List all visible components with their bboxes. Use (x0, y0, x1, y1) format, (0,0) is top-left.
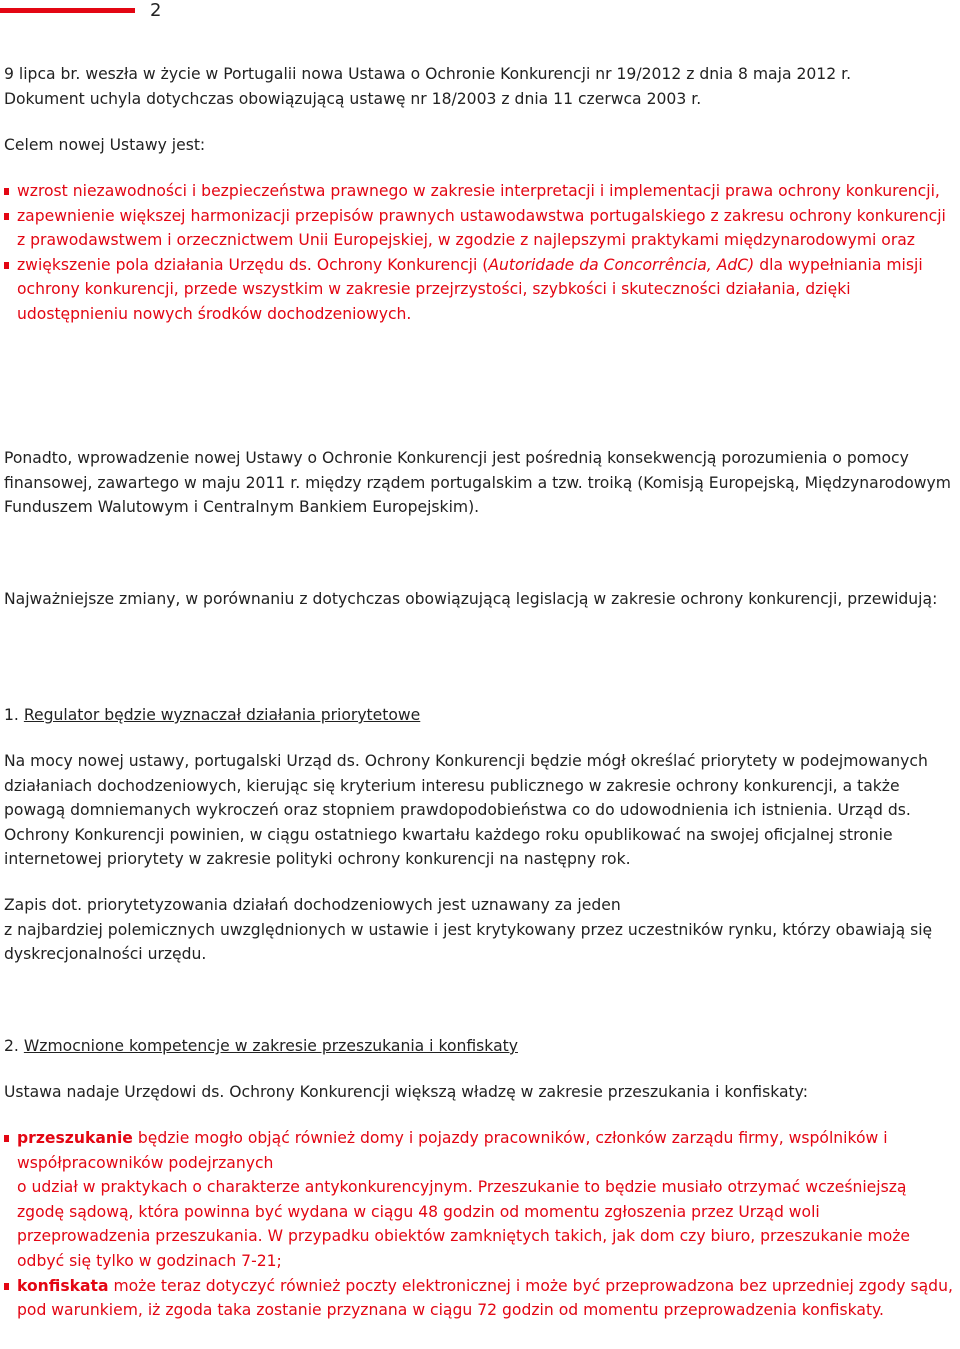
paragraph-line-1: Zapis dot. priorytetyzowania działań dochodzeniowych jest uznawany za jeden (4, 896, 621, 914)
goal-text: wzrost niezawodności i bezpieczeństwa prawnego w zakresie interpretacji i implementacji prawa ochrony konkurencji, (17, 182, 940, 200)
section-1-paragraph-1: Na mocy nowej ustawy, portugalski Urząd ds. Ochrony Konkurencji będzie mógł określać priorytety w podejmowanych działaniach dochodzeniowych, kierując się kryterium interesu publicznego w zakresie ochrony konkurencji, a także powagą domniemanych wykroczeń oraz stopniem prawdopodobieństwa co do udowodnienia ich istnienia. Urząd ds. Ochrony Konkurencji powinien, w ciągu ostatniego kwartału każdego roku opublikować na swojej oficjalnej stronie internetowej priorytety w zakresie polityki ochrony konkurencji na następny rok. (4, 752, 928, 869)
goal-text-end: dla wypełniania misji ochrony konkurencji, przede wszystkim w zakresie przejrzystości, szybkości i skuteczności działania, dzięki udostępnieniu nowych środków dochodzeniowych. (17, 255, 923, 323)
section-2-heading (4, 1034, 958, 1059)
page-number: 2 (150, 0, 162, 21)
goal-text-italic: Autoridade da Concorrência, AdC) (488, 255, 755, 274)
section-1-paragraph-2 (4, 893, 958, 967)
bullet-icon (4, 262, 9, 269)
intro-line-1: 9 lipca br. weszła w życie w Portugalii nowa Ustawa o Ochronie Konkurencji nr 19/2012 z dnia 8 maja 2012 r. (4, 65, 852, 83)
section-title: Wzmocnione kompetencje w zakresie przeszukania i konfiskaty (23, 1037, 518, 1055)
list-item (4, 204, 958, 253)
goal-text: zapewnienie większej harmonizacji przepisów prawnych ustawodawstwa portugalskiego z zakresu ochrony konkurencji z prawodawstwem i orzecznictwem Unii Europejskiej, w zgodzie z najlepszymi praktykami międzynarodowymi oraz (17, 206, 946, 250)
item-text: może teraz dotyczyć również poczty elektronicznej i może być przeprowadzona bez uprzedniej zgody sądu, pod warunkiem, iż zgoda taka zostanie przyznana w ciągu 72 godzin od momentu przeprowadzenia konfiskaty. (17, 1276, 953, 1320)
list-item (4, 253, 958, 327)
context-paragraph: Ponadto, wprowadzenie nowej Ustawy o Ochronie Konkurencji jest pośrednią konsekwencją porozumienia o pomocy finansowej, zawartego w maju 2011 r. między rządem portugalskim a tzw. troiką (Komisją Europejską, Międzynarodowym Funduszem Walutowym i Centralnym Bankiem Europejskim). (4, 449, 951, 517)
section-2-intro: Ustawa nadaje Urzędowi ds. Ochrony Konkurencji większą władzę w zakresie przeszukania i konfiskaty: (4, 1083, 809, 1101)
list-item (4, 179, 958, 204)
list-item (4, 1274, 958, 1323)
item-text-continued: o udział w praktykach o charakterze antykonkurencyjnym. Przeszukanie to będzie musiało otrzymać wcześniejszą zgodę sądową, która powinna być wydana w ciągu 48 godzin od momentu zgłoszenia przez Urząd woli przeprowadzenia przeszukania. W przypadku obiektów zamkniętych takich, jak dom czy biuro, przeszukanie może odbyć się tylko w godzinach 7-21; (17, 1178, 911, 1270)
goals-list (4, 179, 958, 327)
section-number: 2. (4, 1037, 19, 1055)
item-text: będzie mogło objąć również domy i pojazdy pracowników, członków zarządu firmy, wspólników i współpracowników podejrzanych (17, 1129, 888, 1172)
intro-line-2: Dokument uchyla dotychczas obowiązującą ustawę nr 18/2003 z dnia 11 czerwca 2003 r. (4, 89, 702, 108)
section-title: Regulator będzie wyznaczał działania priorytetowe (23, 706, 421, 724)
paragraph-rest: z najbardziej polemicznych uwzględnionych w ustawie i jest krytykowany przez uczestników rynku, którzy obawiają się dyskrecjonalności urzędu. (4, 920, 933, 964)
bullet-icon (4, 1135, 9, 1142)
term: przeszukanie (17, 1129, 133, 1147)
bullet-icon (4, 213, 9, 220)
changes-paragraph: Najważniejsze zmiany, w porównaniu z dotychczas obowiązującą legislacją w zakresie ochrony konkurencji, przewidują: (4, 590, 938, 608)
header-accent-bar (0, 8, 135, 13)
powers-list (4, 1126, 958, 1323)
bullet-icon (4, 188, 9, 195)
goal-text-start: zwiększenie pola działania Urzędu ds. Ochrony Konkurencji ( (17, 255, 489, 274)
intro-paragraph (4, 62, 958, 111)
goals-heading: Celem nowej Ustawy jest: (4, 136, 206, 154)
section-1-heading (4, 703, 958, 728)
bullet-icon (4, 1283, 9, 1290)
section-number: 1. (4, 706, 19, 724)
term: konfiskata (17, 1276, 109, 1295)
list-item (4, 1126, 958, 1274)
